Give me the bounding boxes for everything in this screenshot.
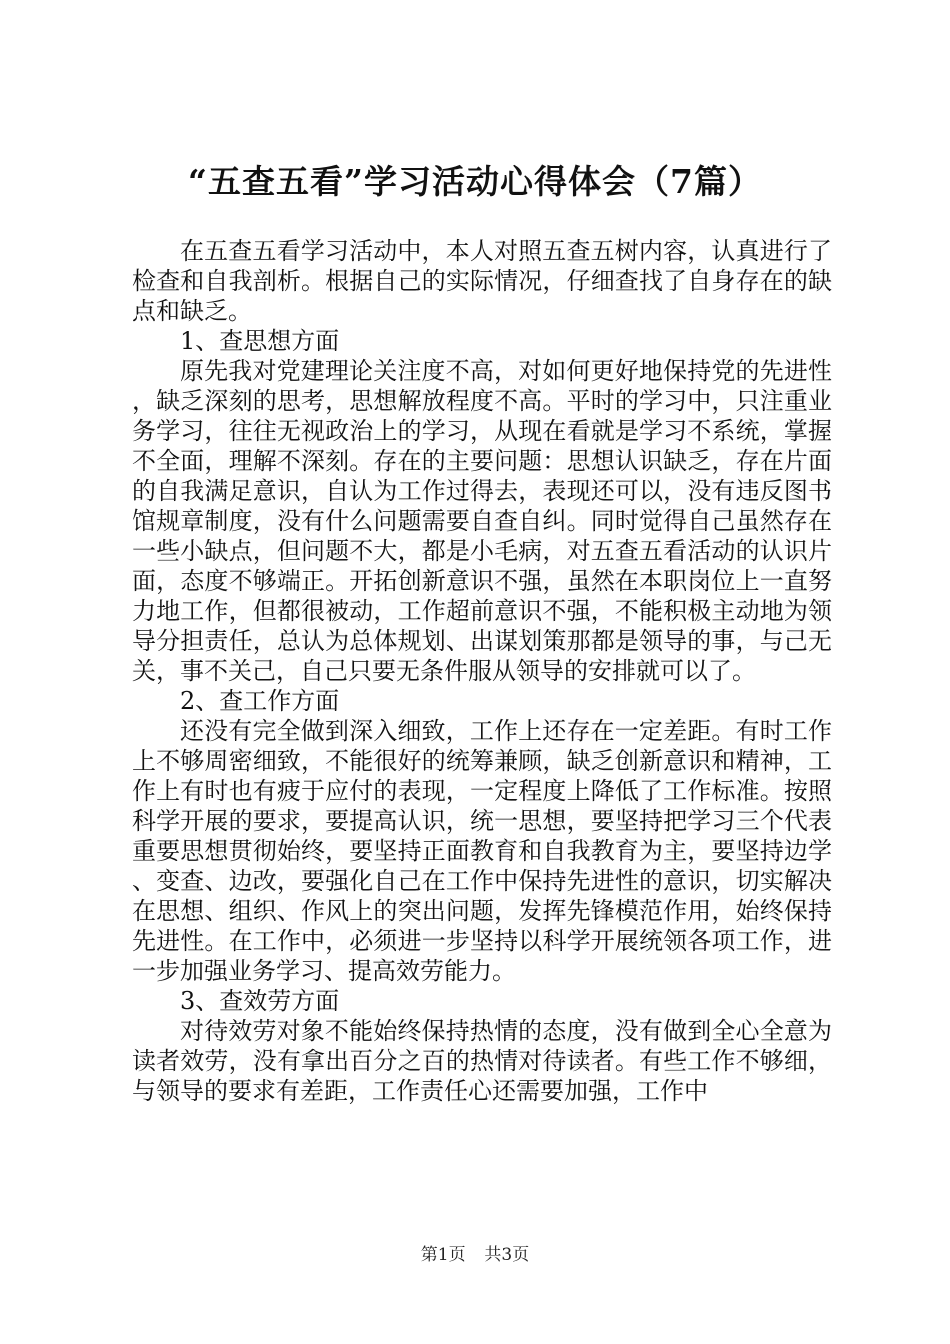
service-paragraph: 对待效劳对象不能始终保持热情的态度，没有做到全心全意为读者效劳，没有拿出百分之百的热情对待读者。有些工作不够细，与领导的要求有差距，工作责任心还需要加强，工作中 [132,1017,832,1105]
intro-paragraph: 在五查五看学习活动中，本人对照五查五树内容，认真进行了检查和自我剖析。根据自己的实际情况，仔细查找了自身存在的缺点和缺乏。 [132,237,832,325]
page-footer [0,1243,950,1267]
thought-paragraph: 原先我对党建理论关注度不高，对如何更好地保持党的先进性，缺乏深刻的思考，思想解放程度不高。平时的学习中，只注重业务学习，往往无视政治上的学习，从现在看就是学习不系统，掌握不全面，理解不深刻。存在的主要问题：思想认识缺乏，存在片面的自我满足意识，自认为工作过得去，表现还可以，没有违反图书馆规章制度，没有什么问题需要自查自纠。同时觉得自己虽然存在一些小缺点，但问题不大，都是小毛病，对五查五看活动的认识片面，态度不够端正。开拓创新意识不强，虽然在本职岗位上一直努力地工作，但都很被动，工作超前意识不强，不能积极主动地为领导分担责任，总认为总体规划、出谋划策那都是领导的事，与己无关，事不关己，自己只要无条件服从领导的安排就可以了。 [132,357,832,685]
page-number: 第1页 [420,1245,466,1265]
document-body [132,236,832,1106]
document-title: “五查五看”学习活动心得体会（7篇） [188,162,762,201]
work-paragraph: 还没有完全做到深入细致，工作上还存在一定差距。有时工作上不够周密细致，不能很好的统筹兼顾，缺乏创新意识和精神，工作上有时也有疲于应付的表现，一定程度上降低了工作标准。按照科学开展的要求，要提高认识，统一思想，要坚持把学习三个代表重要思想贯彻始终，要坚持正面教育和自我教育为主，要坚持边学、变查、边改，要强化自己在工作中保持先进性的意识，切实解决在思想、组织、作风上的突出问题，发挥先锋模范作用，始终保持先进性。在工作中，必须进一步坚持以科学开展统领各项工作，进一步加强业务学习、提高效劳能力。 [132,717,832,985]
section-heading-work: 2、查工作方面 [180,687,340,715]
section-heading-thought: 1、查思想方面 [180,327,340,355]
section-heading-service: 3、查效劳方面 [180,987,340,1015]
page-total: 共3页 [484,1245,530,1265]
